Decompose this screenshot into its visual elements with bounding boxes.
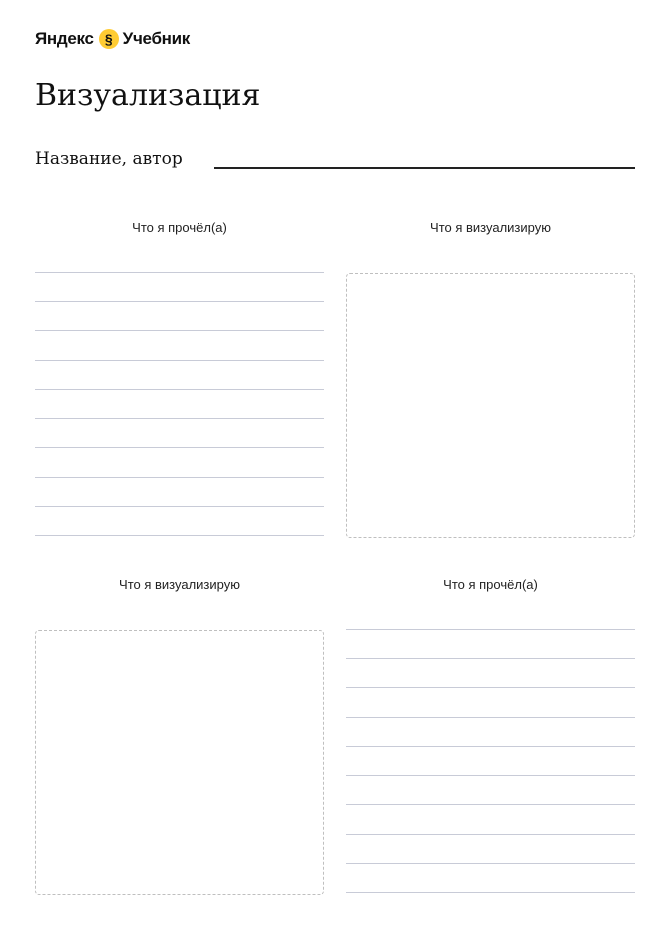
- write-line: [346, 746, 635, 747]
- write-line: [346, 775, 635, 776]
- write-line: [35, 535, 324, 536]
- top-right-caption: Что я визуализирую: [430, 220, 551, 235]
- top-right-drawing-box: [346, 273, 635, 538]
- write-line: [35, 447, 324, 448]
- write-line: [346, 717, 635, 718]
- write-line: [346, 687, 635, 688]
- bottom-left-drawing-box: [35, 630, 324, 895]
- page-title: Визуализация: [35, 78, 261, 113]
- name-author-write-line: [214, 167, 635, 169]
- write-line: [35, 506, 324, 507]
- bottom-left-caption: Что я визуализирую: [119, 577, 240, 592]
- write-line: [346, 834, 635, 835]
- write-line: [35, 272, 324, 273]
- section-sign-icon: §: [99, 29, 119, 49]
- top-left-lined-area: [35, 272, 324, 538]
- brand-name-textbook: Учебник: [122, 29, 190, 48]
- write-line: [35, 301, 324, 302]
- write-line: [346, 863, 635, 864]
- brand-logo: [35, 27, 190, 51]
- write-line: [35, 389, 324, 390]
- write-line: [346, 658, 635, 659]
- write-line: [35, 477, 324, 478]
- write-line: [35, 330, 324, 331]
- write-line: [346, 892, 635, 893]
- brand-name-yandex: Яндекс: [35, 29, 94, 48]
- name-author-label: Название, автор: [35, 149, 183, 169]
- write-line: [35, 418, 324, 419]
- bottom-right-caption: Что я прочёл(а): [443, 577, 538, 592]
- bottom-right-lined-area: [346, 629, 635, 895]
- write-line: [346, 629, 635, 630]
- write-line: [35, 360, 324, 361]
- top-left-caption: Что я прочёл(а): [132, 220, 227, 235]
- write-line: [346, 804, 635, 805]
